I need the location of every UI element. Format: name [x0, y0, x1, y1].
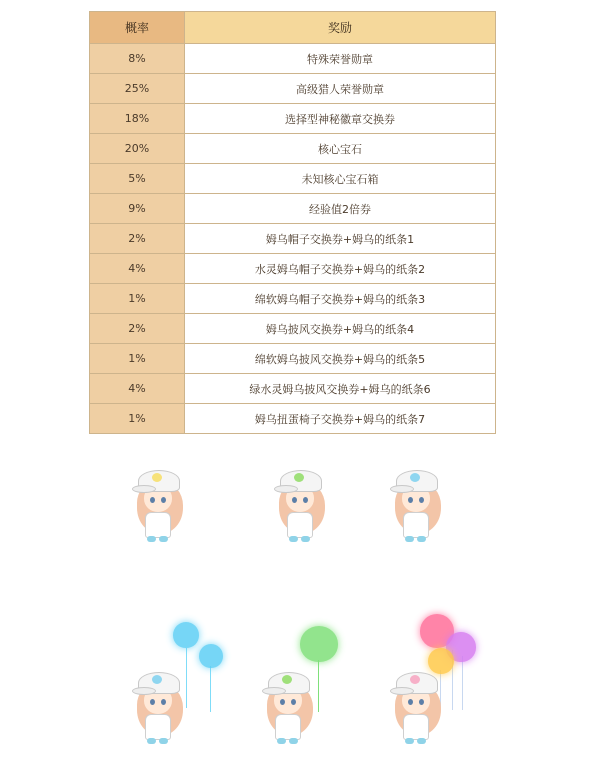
- table-row: [90, 404, 496, 434]
- probability-cell: 5%: [90, 164, 185, 194]
- table-row: [90, 134, 496, 164]
- probability-cell: 1%: [90, 404, 185, 434]
- probability-cell: 1%: [90, 344, 185, 374]
- reward-cell: 水灵姆乌帽子交换券+姆乌的纸条2: [185, 254, 496, 284]
- reward-cell: 绵软姆乌披风交换券+姆乌的纸条5: [185, 344, 496, 374]
- reward-cell: 高级猎人荣誉勋章: [185, 74, 496, 104]
- reward-cell: 姆乌扭蛋椅子交换券+姆乌的纸条7: [185, 404, 496, 434]
- probability-cell: 25%: [90, 74, 185, 104]
- reward-cell: 未知核心宝石箱: [185, 164, 496, 194]
- green-slime-hat-icon: [270, 466, 330, 546]
- reward-cell: 经验值2倍券: [185, 194, 496, 224]
- reward-cell: 核心宝石: [185, 134, 496, 164]
- reward-cell: 选择型神秘徽章交换券: [185, 104, 496, 134]
- reward-probability-table: [89, 11, 496, 434]
- table-row: [90, 344, 496, 374]
- table-row: [90, 314, 496, 344]
- probability-cell: 2%: [90, 314, 185, 344]
- reward-cell: 绵软姆乌帽子交换券+姆乌的纸条3: [185, 284, 496, 314]
- reward-cell: 特殊荣誉勋章: [185, 44, 496, 74]
- probability-cell: 8%: [90, 44, 185, 74]
- probability-cell: 4%: [90, 254, 185, 284]
- header-reward: 奖励: [185, 12, 496, 44]
- yellow-slime-hat-icon: [128, 466, 188, 546]
- probability-cell: 1%: [90, 284, 185, 314]
- reward-cell: 绿水灵姆乌披风交换券+姆乌的纸条6: [185, 374, 496, 404]
- reward-cell: 姆乌帽子交换券+姆乌的纸条1: [185, 224, 496, 254]
- table-row: [90, 374, 496, 404]
- table-row: [90, 74, 496, 104]
- probability-cell: 4%: [90, 374, 185, 404]
- probability-cell: 2%: [90, 224, 185, 254]
- table-row: [90, 164, 496, 194]
- header-probability: 概率: [90, 12, 185, 44]
- probability-cell: 9%: [90, 194, 185, 224]
- table-row: [90, 194, 496, 224]
- table-row: [90, 104, 496, 134]
- table-header-row: [90, 12, 496, 44]
- table-row: [90, 224, 496, 254]
- table-row: [90, 284, 496, 314]
- probability-cell: 18%: [90, 104, 185, 134]
- blue-slime-hat-icon: [386, 466, 446, 546]
- table-row: [90, 44, 496, 74]
- reward-cell: 姆乌披风交换券+姆乌的纸条4: [185, 314, 496, 344]
- probability-cell: 20%: [90, 134, 185, 164]
- table-row: [90, 254, 496, 284]
